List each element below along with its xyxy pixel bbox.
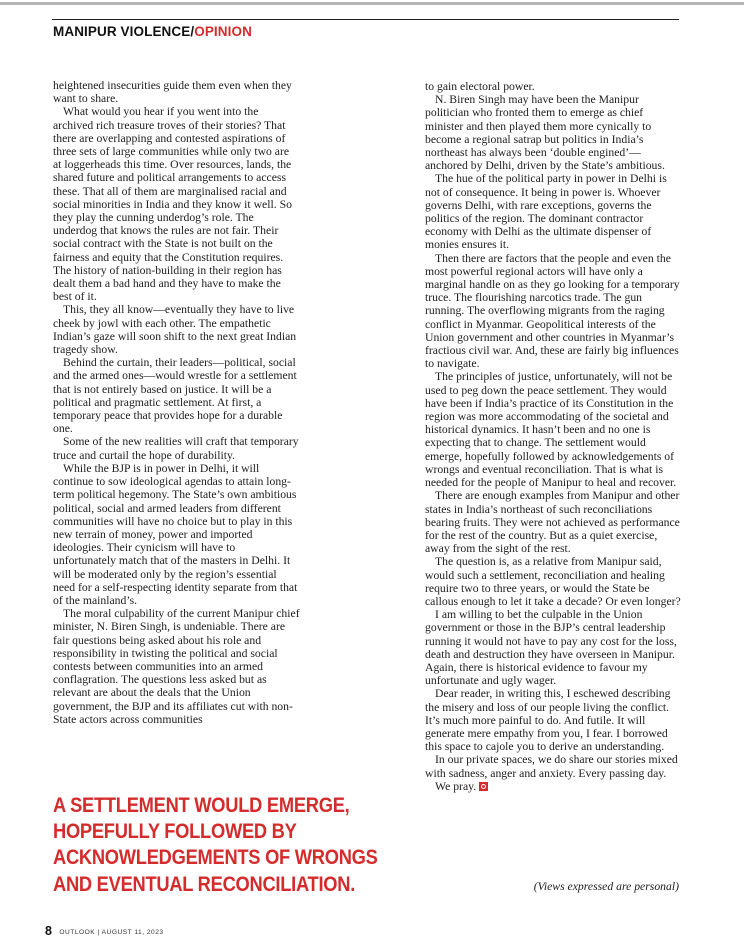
end-mark-icon <box>479 782 488 791</box>
paragraph: What would you hear if you went into the archived rich treasure troves of their stories? That there are overlapping and contested aspirations of three sets of large communities while only two are at loggerheads this time. Over resources, lands, the shared future and political arrangements to access these. That all of them are marginalised racial and social minorities in India and they know it well. So they play the cunning underdog’s role. The underdog that knows the rules are not fair. Their social contract with the State is not built on the fairness and equity that the Constitution requires. The history of nation-building in their region has dealt them a bad hand and they have to make the best of it. <box>53 105 292 304</box>
paragraph: The principles of justice, unfortunately, will not be used to peg down the peace settlement. They would have been if India’s practice of its Constitution in the region was more accommodating of the societal and historical dynamics. It hasn’t been and no one is expecting that to change. The settlement would emerge, hopefully followed by acknowledgements of wrongs and eventual reconciliation. That is what is needed for the people of Manipur to heal and recover. <box>425 370 677 490</box>
section-subtitle: OPINION <box>194 24 252 39</box>
paragraph: The moral culpability of the current Manipur chief minister, N. Biren Singh, is undeniable. There are fair questions being asked about his role and responsibility in twisting the political and social contests between communities into an armed conflagration. The questions less asked but as relevant are about the deals that the Union government, the BJP and its affiliates cut with non-State actors across communities <box>53 607 300 726</box>
pull-quote: A SETTLEMENT WOULD EMERGE, HOPEFULLY FOLLOWED BY ACKNOWLEDGEMENTS OF WRONGS AND EVENTUAL RECONCILIATION. <box>53 794 378 896</box>
paragraph: Behind the curtain, their leaders—political, social and the armed ones—would wrestle for a settlement that is not entirely based on justice. It will be a political and pragmatic settlement. At first, a temporary peace that provides hope for a durable one. <box>53 356 297 436</box>
closing-text: We pray. <box>435 779 477 793</box>
views-disclaimer: (Views expressed are personal) <box>533 880 679 893</box>
paragraph: In our private spaces, we do share our stories mixed with sadness, anger and anxiety. Every passing day. <box>425 753 678 780</box>
publication-info: OUTLOOK | AUGUST 11, 2023 <box>59 929 164 936</box>
paragraph: While the BJP is in power in Delhi, it will continue to sow ideological agendas to attain long-term political hegemony. The State’s own ambitious political, social and armed leaders from different communities will have no choice but to play in this new terrain of money, power and imported ideologies. Their cynicism will have to unfortunately match that of the masters in Delhi. It will be moderated only by the region’s essential need for a self-respecting identity separate from that of the mainland’s. <box>53 461 298 607</box>
section-title: MANIPUR VIOLENCE <box>53 24 191 39</box>
paragraph: to gain electoral power. <box>425 80 535 93</box>
top-rule <box>0 2 744 5</box>
paragraph: heightened insecurities guide them even when they want to share. <box>53 79 292 106</box>
paragraph: I am willing to bet the culpable in the Union government or those in the BJP’s central leadership running it would not have to pay any cost for the loss, death and destruction they have overseen in Manipur. Again, there is historical evidence to favour my unfortunate and ugly wager. <box>425 608 677 688</box>
paragraph: There are enough examples from Manipur and other states in India’s northeast of such reconciliations bearing fruits. They were not achieved as performance for the rest of the country. But as a quiet exercise, away from the sight of the rest. <box>425 489 680 556</box>
article-column-right <box>425 80 683 793</box>
section-label <box>53 24 252 39</box>
closing-paragraph <box>425 780 683 793</box>
paragraph: N. Biren Singh may have been the Manipur politician who fronted them to emerge as chief minister and then played them more cynically to become a regional satrap but politics in India’s northeast has always been ‘double engined’—anchored by Delhi, driven by the State’s ambitious. <box>425 93 665 173</box>
paragraph: Then there are factors that the people and even the most powerful regional actors will have only a marginal handle on as they go looking for a temporary truce. The flourishing narcotics trade. The gun running. The overflowing migrants from the raging conflict in Myanmar. Geopolitical interests of the Union government and other countries in Myanmar’s fractious civil war. And, these are fairly big influences to navigate. <box>425 251 680 371</box>
paragraph: Dear reader, in writing this, I eschewed describing the misery and loss of our people living the conflict. It’s much more painful to do. And futile. It will generate mere empathy from you, I fear. I borrowed this space to cajole you to derive an understanding. <box>425 687 671 754</box>
header-rule <box>52 19 679 20</box>
page-number: 8 <box>45 924 52 938</box>
section-separator: / <box>190 24 195 39</box>
article-column-left <box>53 79 300 726</box>
paragraph: This, they all know—eventually they have to live cheek by jowl with each other. The empathetic Indian’s gaze will soon shift to the next great Indian tragedy show. <box>53 303 297 357</box>
paragraph: Some of the new realities will craft that temporary truce and curtail the hope of durability. <box>53 435 299 462</box>
paragraph: The hue of the political party in power in Delhi is not of consequence. It being in power is. Whoever governs Delhi, with rare exceptions, governs the politics of the region. The dominant contractor economy with Delhi as the ultimate dispenser of monies ensures it. <box>425 172 667 252</box>
page-footer <box>45 922 164 940</box>
paragraph: The question is, as a relative from Manipur said, would such a settlement, reconciliation and healing require two to three years, or would the State be callous enough to let it take a decade? Or even longer? <box>425 555 681 608</box>
